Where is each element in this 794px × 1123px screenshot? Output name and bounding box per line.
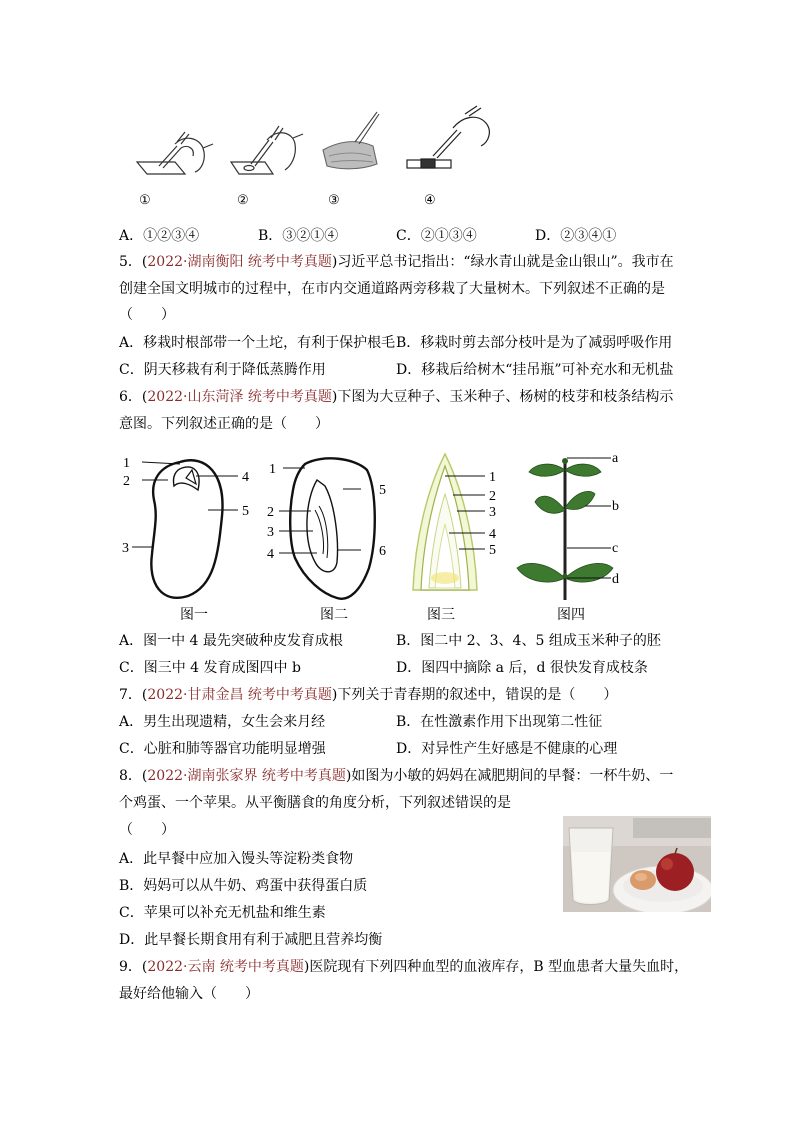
fig4-label-d: d <box>612 572 619 587</box>
fig4-leaf <box>565 563 613 582</box>
q6-option-d[interactable]: D．图四中摘除 a 后，d 很快发育成枝条 <box>396 660 648 676</box>
fig4-label-c: c <box>612 541 619 556</box>
fig-caption-3: 图三 <box>427 607 455 623</box>
fig2-label-5: 5 <box>379 483 386 498</box>
q9-source: 2022·云南 统考中考真题 <box>147 959 304 975</box>
q6-stem-line1 <box>119 387 673 407</box>
q6-text1: )下图为大豆种子、玉米种子、杨树的枝芽和枝条结构示 <box>331 389 674 405</box>
fig4-label-b: b <box>612 499 619 514</box>
q9-stem-line2: 最好给他输入（ ） <box>119 986 259 1002</box>
q9-number: 9．( <box>119 959 148 975</box>
q7-stem-line1 <box>119 685 617 705</box>
fig3-label-4: 4 <box>489 527 496 542</box>
fig4-leaf <box>565 464 601 476</box>
q5-source: 2022·湖南衡阳 统考中考真题 <box>147 254 332 270</box>
fig4-label-a: a <box>612 451 619 466</box>
figure4-branch <box>515 450 640 605</box>
step-label-3: ③ <box>328 192 340 207</box>
q4-option-b[interactable]: B．③②①④ <box>258 228 339 244</box>
step-label-1: ① <box>139 192 151 207</box>
q7-option-a[interactable]: A．男生出现遗精，女生会来月经 <box>119 714 326 730</box>
q8-source: 2022·湖南张家界 统考中考真题 <box>147 768 346 784</box>
q8-option-c[interactable]: C．苹果可以补充无机盐和维生素 <box>119 905 326 921</box>
fig-caption-1: 图一 <box>180 607 208 623</box>
q5-option-c[interactable]: C．阴天移栽有利于降低蒸腾作用 <box>119 362 326 378</box>
q5-text1: )习近平总书记指出：“绿水青山就是金山银山”。我市在 <box>331 254 674 270</box>
q8-option-b[interactable]: B．妈妈可以从牛奶、鸡蛋中获得蛋白质 <box>119 878 368 894</box>
fig2-label-2: 2 <box>267 505 274 520</box>
step-label-4: ④ <box>424 192 436 207</box>
q8-stem-line1 <box>119 766 673 786</box>
fig3-label-1: 1 <box>489 470 496 485</box>
q4-option-a[interactable]: A．①②③④ <box>119 228 200 244</box>
fig2-label-1: 1 <box>269 462 276 477</box>
q6-option-c[interactable]: C．图三中 4 发育成图四中 b <box>119 660 301 676</box>
q8-option-a[interactable]: A．此早餐中应加入馒头等淀粉类食物 <box>119 851 354 867</box>
step3-drawing <box>323 112 379 169</box>
q9-text1: )医院现有下列四种血型的血液库存，B 型血患者大量失血时， <box>303 959 689 975</box>
q5-option-a[interactable]: A．移栽时根部带一个土坨，有利于保护根毛 <box>119 335 396 351</box>
fig-caption-2: 图二 <box>320 607 348 623</box>
fig4-leaf <box>517 563 565 582</box>
q4-option-c[interactable]: C．②①③④ <box>396 228 477 244</box>
q6-option-a[interactable]: A．图一中 4 最先突破种皮发育成根 <box>119 633 343 649</box>
step2-drawing <box>231 126 303 174</box>
q5-stem-line1 <box>119 252 674 272</box>
fig3-label-5: 5 <box>489 543 496 558</box>
fig1-label-3: 3 <box>122 541 129 556</box>
step4-drawing <box>407 106 489 168</box>
q6-source: 2022·山东菏泽 统考中考真题 <box>147 389 332 405</box>
q6-number: 6．( <box>119 389 148 405</box>
q4-option-d[interactable]: D．②③④① <box>535 228 617 244</box>
q8-number: 8．( <box>119 768 148 784</box>
q7-option-d[interactable]: D．对异性产生好感是不健康的心理 <box>396 741 618 757</box>
q7-source: 2022·甘肃金昌 统考中考真题 <box>147 687 332 703</box>
q8-stem-line2: 个鸡蛋、一个苹果。从平衡膳食的角度分析，下列叙述错误的是 <box>119 795 511 811</box>
fig1-label-1: 1 <box>123 456 130 471</box>
q7-option-b[interactable]: B．在性激素作用下出现第二性征 <box>396 714 603 730</box>
breakfast-photo <box>563 816 711 912</box>
step1-drawing <box>137 132 213 174</box>
slide-preparation-figure <box>115 104 505 184</box>
q9-stem-line1 <box>119 957 688 977</box>
q5-stem-line2: 创建全国文明城市的过程中，在市内交通道路两旁移栽了大量树木。下列叙述不正确的是 <box>119 281 665 297</box>
q7-text1: )下列关于青春期的叙述中，错误的是（ ） <box>331 687 618 703</box>
fig3-label-3: 3 <box>489 505 496 520</box>
fig2-label-6: 6 <box>379 544 386 559</box>
q8-option-d[interactable]: D．此早餐长期食用有利于减肥且营养均衡 <box>119 932 383 948</box>
step-label-2: ② <box>237 192 249 207</box>
q5-option-d[interactable]: D．移栽后给树木“挂吊瓶”可补充水和无机盐 <box>396 362 674 378</box>
fig1-label-5: 5 <box>242 504 249 519</box>
q6-option-b[interactable]: B．图二中 2、3、4、5 组成玉米种子的胚 <box>396 633 661 649</box>
figure3-branch-bud <box>405 450 515 605</box>
fig1-label-4: 4 <box>242 470 249 485</box>
q7-option-c[interactable]: C．心脏和肺等器官功能明显增强 <box>119 741 326 757</box>
fig4-leaf <box>565 491 595 509</box>
fig2-label-3: 3 <box>267 525 274 540</box>
q5-number: 5．( <box>119 254 148 270</box>
q6-stem-line2: 意图。下列叙述正确的是（ ） <box>119 416 329 432</box>
figure2-corn-seed <box>265 450 400 605</box>
q7-number: 7．( <box>119 687 148 703</box>
q8-text1: )如图为小敏的妈妈在减肥期间的早餐：一杯牛奶、一 <box>345 768 674 784</box>
fig3-label-2: 2 <box>489 489 496 504</box>
q5-paren: （ ） <box>119 307 175 323</box>
fig2-label-4: 4 <box>267 547 274 562</box>
figure1-bean-seed <box>118 450 268 605</box>
q5-option-b[interactable]: B．移栽时剪去部分枝叶是为了减弱呼吸作用 <box>396 335 673 351</box>
fig4-leaf <box>529 464 565 476</box>
fig1-label-2: 2 <box>123 474 130 489</box>
fig-caption-4: 图四 <box>557 607 585 623</box>
q8-paren: （ ） <box>119 822 175 838</box>
fig4-leaf <box>535 496 565 513</box>
